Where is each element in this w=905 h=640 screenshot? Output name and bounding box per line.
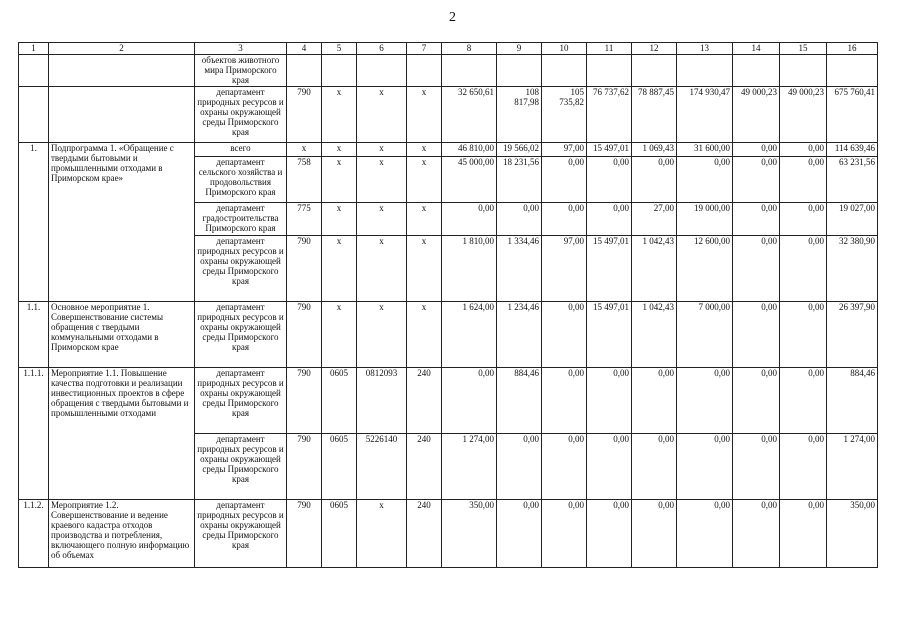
header-cell: 7 bbox=[407, 43, 442, 55]
code-cell bbox=[322, 55, 357, 87]
code-cell: 5226140 bbox=[357, 434, 407, 500]
header-cell: 3 bbox=[195, 43, 287, 55]
amount-cell: 49 000,23 bbox=[780, 87, 827, 143]
amount-cell: 1 042,43 bbox=[632, 302, 677, 368]
row-number: 1.1. bbox=[19, 302, 49, 368]
amount-cell: 0,00 bbox=[677, 157, 733, 203]
header-cell: 12 bbox=[632, 43, 677, 55]
amount-cell: 19 566,02 bbox=[497, 143, 542, 157]
executor: департамент природных ресурсов и охраны окружающей среды Приморского края bbox=[195, 87, 287, 143]
executor: всего bbox=[195, 143, 287, 157]
amount-cell bbox=[587, 55, 632, 87]
table-header-row bbox=[19, 43, 878, 55]
executor: департамент природных ресурсов и охраны окружающей среды Приморского края bbox=[195, 236, 287, 302]
amount-cell: 0,00 bbox=[542, 157, 587, 203]
code-cell: 0605 bbox=[322, 500, 357, 568]
amount-cell: 45 000,00 bbox=[442, 157, 497, 203]
page-number: 2 bbox=[449, 10, 456, 25]
code-cell: x bbox=[357, 302, 407, 368]
code-cell: x bbox=[357, 203, 407, 236]
code-cell bbox=[357, 55, 407, 87]
code-cell: 0605 bbox=[322, 368, 357, 434]
code-cell: x bbox=[287, 143, 322, 157]
amount-cell: 0,00 bbox=[587, 203, 632, 236]
amount-cell: 0,00 bbox=[632, 157, 677, 203]
program-name: Мероприятие 1.2. Совершенствование и ведение краевого кадастра отходов производства и потребления, включающего полную информацию об объемах bbox=[49, 500, 195, 568]
amount-cell: 350,00 bbox=[442, 500, 497, 568]
code-cell bbox=[287, 55, 322, 87]
header-cell: 14 bbox=[733, 43, 780, 55]
amount-cell bbox=[677, 55, 733, 87]
total-cell bbox=[827, 55, 878, 87]
amount-cell: 0,00 bbox=[587, 157, 632, 203]
amount-cell: 97,00 bbox=[542, 236, 587, 302]
row-number: 1.1.2. bbox=[19, 500, 49, 568]
table-row bbox=[19, 143, 878, 157]
total-cell: 63 231,56 bbox=[827, 157, 878, 203]
code-cell: x bbox=[322, 87, 357, 143]
amount-cell: 0,00 bbox=[733, 302, 780, 368]
code-cell bbox=[407, 55, 442, 87]
row-number bbox=[19, 55, 49, 87]
executor: департамент природных ресурсов и охраны окружающей среды Приморского края bbox=[195, 302, 287, 368]
amount-cell: 49 000,23 bbox=[733, 87, 780, 143]
amount-cell: 1 234,46 bbox=[497, 302, 542, 368]
amount-cell bbox=[497, 55, 542, 87]
executor: департамент природных ресурсов и охраны окружающей среды Приморского края bbox=[195, 368, 287, 434]
amount-cell: 0,00 bbox=[632, 500, 677, 568]
code-cell: 240 bbox=[407, 368, 442, 434]
amount-cell: 18 231,56 bbox=[497, 157, 542, 203]
total-cell: 675 760,41 bbox=[827, 87, 878, 143]
code-cell: x bbox=[407, 87, 442, 143]
code-cell: 758 bbox=[287, 157, 322, 203]
amount-cell: 0,00 bbox=[632, 434, 677, 500]
code-cell: x bbox=[407, 302, 442, 368]
amount-cell: 884,46 bbox=[497, 368, 542, 434]
amount-cell bbox=[733, 55, 780, 87]
amount-cell bbox=[632, 55, 677, 87]
header-cell: 13 bbox=[677, 43, 733, 55]
total-cell: 1 274,00 bbox=[827, 434, 878, 500]
code-cell: x bbox=[407, 157, 442, 203]
amount-cell: 76 737,62 bbox=[587, 87, 632, 143]
total-cell: 26 397,90 bbox=[827, 302, 878, 368]
amount-cell: 0,00 bbox=[677, 434, 733, 500]
program-name: Подпрограмма 1. «Обращение с твердыми бытовыми и промышленными отходами в Приморском крае» bbox=[49, 143, 195, 302]
amount-cell: 0,00 bbox=[677, 368, 733, 434]
code-cell: x bbox=[357, 157, 407, 203]
amount-cell bbox=[780, 55, 827, 87]
amount-cell: 108 817,98 bbox=[497, 87, 542, 143]
program-name bbox=[49, 55, 195, 87]
row-number: 1. bbox=[19, 143, 49, 302]
amount-cell: 0,00 bbox=[780, 157, 827, 203]
code-cell: x bbox=[322, 302, 357, 368]
code-cell: x bbox=[357, 500, 407, 568]
code-cell: 790 bbox=[287, 87, 322, 143]
code-cell: 790 bbox=[287, 236, 322, 302]
header-cell: 5 bbox=[322, 43, 357, 55]
amount-cell: 0,00 bbox=[587, 368, 632, 434]
code-cell: 240 bbox=[407, 434, 442, 500]
code-cell: x bbox=[407, 236, 442, 302]
code-cell: 775 bbox=[287, 203, 322, 236]
amount-cell: 0,00 bbox=[733, 236, 780, 302]
amount-cell: 0,00 bbox=[780, 434, 827, 500]
table-row bbox=[19, 87, 878, 143]
header-cell: 4 bbox=[287, 43, 322, 55]
row-number bbox=[19, 87, 49, 143]
header-cell: 15 bbox=[780, 43, 827, 55]
amount-cell: 0,00 bbox=[780, 143, 827, 157]
amount-cell: 174 930,47 bbox=[677, 87, 733, 143]
amount-cell: 0,00 bbox=[542, 302, 587, 368]
amount-cell: 7 000,00 bbox=[677, 302, 733, 368]
amount-cell: 0,00 bbox=[780, 500, 827, 568]
amount-cell: 0,00 bbox=[542, 203, 587, 236]
header-cell: 10 bbox=[542, 43, 587, 55]
amount-cell: 0,00 bbox=[497, 434, 542, 500]
amount-cell: 1 069,43 bbox=[632, 143, 677, 157]
total-cell: 32 380,90 bbox=[827, 236, 878, 302]
amount-cell: 0,00 bbox=[733, 157, 780, 203]
amount-cell bbox=[542, 55, 587, 87]
header-cell: 11 bbox=[587, 43, 632, 55]
executor: объектов животного мира Приморского края bbox=[195, 55, 287, 87]
code-cell: x bbox=[407, 203, 442, 236]
header-cell: 2 bbox=[49, 43, 195, 55]
amount-cell: 1 624,00 bbox=[442, 302, 497, 368]
amount-cell: 32 650,61 bbox=[442, 87, 497, 143]
header-cell: 6 bbox=[357, 43, 407, 55]
code-cell: 240 bbox=[407, 500, 442, 568]
code-cell: x bbox=[322, 157, 357, 203]
amount-cell: 0,00 bbox=[733, 434, 780, 500]
amount-cell: 15 497,01 bbox=[587, 236, 632, 302]
table-row bbox=[19, 368, 878, 434]
amount-cell: 105 735,82 bbox=[542, 87, 587, 143]
amount-cell: 0,00 bbox=[442, 368, 497, 434]
program-name bbox=[49, 87, 195, 143]
amount-cell: 31 600,00 bbox=[677, 143, 733, 157]
code-cell: x bbox=[407, 143, 442, 157]
amount-cell: 0,00 bbox=[677, 500, 733, 568]
amount-cell: 1 810,00 bbox=[442, 236, 497, 302]
amount-cell bbox=[442, 55, 497, 87]
amount-cell: 97,00 bbox=[542, 143, 587, 157]
header-cell: 1 bbox=[19, 43, 49, 55]
amount-cell: 0,00 bbox=[442, 203, 497, 236]
code-cell: x bbox=[357, 87, 407, 143]
total-cell: 114 639,46 bbox=[827, 143, 878, 157]
amount-cell: 15 497,01 bbox=[587, 302, 632, 368]
amount-cell: 0,00 bbox=[733, 143, 780, 157]
amount-cell: 0,00 bbox=[780, 368, 827, 434]
amount-cell: 1 334,46 bbox=[497, 236, 542, 302]
executor: департамент градостроительства Приморского края bbox=[195, 203, 287, 236]
amount-cell: 0,00 bbox=[733, 500, 780, 568]
amount-cell: 0,00 bbox=[542, 434, 587, 500]
amount-cell: 0,00 bbox=[632, 368, 677, 434]
budget-table bbox=[18, 42, 878, 568]
code-cell: 790 bbox=[287, 368, 322, 434]
amount-cell: 0,00 bbox=[587, 500, 632, 568]
header-cell: 8 bbox=[442, 43, 497, 55]
amount-cell: 46 810,00 bbox=[442, 143, 497, 157]
amount-cell: 0,00 bbox=[733, 368, 780, 434]
amount-cell: 78 887,45 bbox=[632, 87, 677, 143]
code-cell: x bbox=[357, 143, 407, 157]
program-name: Мероприятие 1.1. Повышение качества подготовки и реализации инвестиционных проектов в сфере обращения с твердыми бытовыми и промышленными отходами bbox=[49, 368, 195, 500]
header-cell: 9 bbox=[497, 43, 542, 55]
program-name: Основное мероприятие 1. Совершенствование системы обращения с твердыми коммунальными отходами в Приморском крае bbox=[49, 302, 195, 368]
total-cell: 884,46 bbox=[827, 368, 878, 434]
amount-cell: 0,00 bbox=[733, 203, 780, 236]
amount-cell: 0,00 bbox=[587, 434, 632, 500]
amount-cell: 0,00 bbox=[780, 236, 827, 302]
total-cell: 19 027,00 bbox=[827, 203, 878, 236]
code-cell: 790 bbox=[287, 434, 322, 500]
row-number: 1.1.1. bbox=[19, 368, 49, 500]
code-cell: 790 bbox=[287, 302, 322, 368]
code-cell: x bbox=[322, 236, 357, 302]
total-cell: 350,00 bbox=[827, 500, 878, 568]
amount-cell: 0,00 bbox=[780, 203, 827, 236]
code-cell: 790 bbox=[287, 500, 322, 568]
code-cell: x bbox=[357, 236, 407, 302]
amount-cell: 1 274,00 bbox=[442, 434, 497, 500]
amount-cell: 27,00 bbox=[632, 203, 677, 236]
amount-cell: 0,00 bbox=[497, 500, 542, 568]
table-row bbox=[19, 55, 878, 87]
amount-cell: 0,00 bbox=[542, 500, 587, 568]
amount-cell: 19 000,00 bbox=[677, 203, 733, 236]
header-cell: 16 bbox=[827, 43, 878, 55]
amount-cell: 0,00 bbox=[497, 203, 542, 236]
amount-cell: 0,00 bbox=[780, 302, 827, 368]
table-row bbox=[19, 500, 878, 568]
code-cell: x bbox=[322, 143, 357, 157]
table-row bbox=[19, 302, 878, 368]
code-cell: 0812093 bbox=[357, 368, 407, 434]
executor: департамент природных ресурсов и охраны окружающей среды Приморского края bbox=[195, 500, 287, 568]
amount-cell: 1 042,43 bbox=[632, 236, 677, 302]
code-cell: x bbox=[322, 203, 357, 236]
amount-cell: 15 497,01 bbox=[587, 143, 632, 157]
amount-cell: 12 600,00 bbox=[677, 236, 733, 302]
amount-cell: 0,00 bbox=[542, 368, 587, 434]
executor: департамент природных ресурсов и охраны окружающей среды Приморского края bbox=[195, 434, 287, 500]
code-cell: 0605 bbox=[322, 434, 357, 500]
executor: департамент сельского хозяйства и продовольствия Приморского края bbox=[195, 157, 287, 203]
